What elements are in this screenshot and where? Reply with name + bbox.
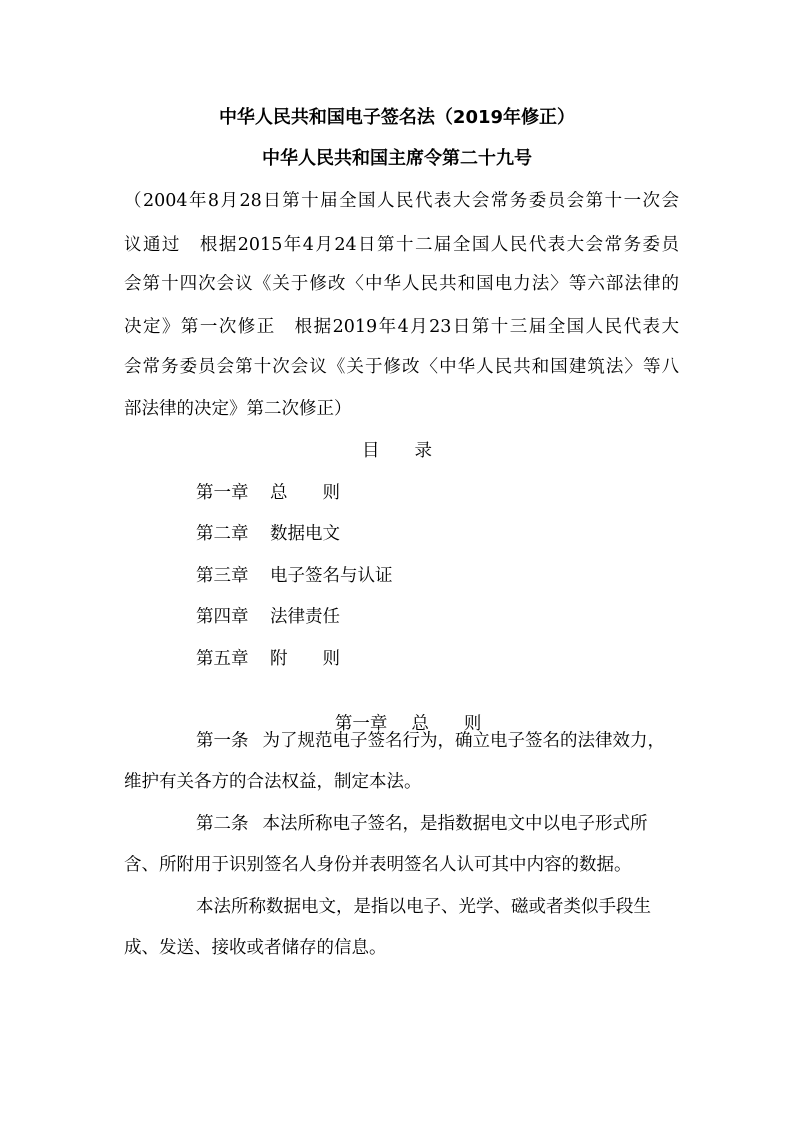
article-text: 本法所称电子签名，是指数据电文中以电子形式所: [262, 814, 648, 834]
article-label: 第一条: [196, 731, 249, 751]
toc-item-title: 总 则: [270, 483, 340, 503]
preamble-line-2: 议通过 根据2015年4月24日第十二届全国人民代表大会常务委员: [124, 235, 679, 255]
toc-item[interactable]: [196, 481, 340, 505]
paragraph-first-line: 本法所称数据电文，是指以电子、光学、磁或者类似手段生: [196, 897, 651, 917]
preamble-line-3: 会第十四次会议《关于修改〈中华人民共和国电力法〉等六部法律的: [124, 274, 679, 294]
preamble-line-6: 部法律的决定》第二次修正）: [124, 399, 352, 419]
toc-item-title: 附 则: [270, 649, 340, 669]
toc-item-number: 第一章: [196, 483, 249, 503]
toc-item-number: 第四章: [196, 607, 249, 627]
toc-item[interactable]: [196, 605, 340, 629]
paragraph-continuation: 成、发送、接收或者储存的信息。: [124, 938, 387, 958]
preamble-line-4: 决定》第一次修正 根据2019年4月23日第十三届全国人民代表大: [124, 317, 679, 337]
toc-item[interactable]: [196, 564, 393, 588]
toc-heading: 目 录: [362, 441, 432, 461]
article-2-first-line: [196, 812, 648, 836]
preamble-line-5: 会常务委员会第十次会议《关于修改〈中华人民共和国建筑法〉等八: [124, 357, 679, 377]
article-text: 为了规范电子签名行为，确立电子签名的法律效力，: [262, 731, 665, 751]
toc-item-title: 数据电文: [270, 524, 340, 544]
document-subtitle: 中华人民共和国主席令第二十九号: [262, 148, 532, 169]
document-title: 中华人民共和国电子签名法（2019年修正）: [218, 107, 576, 128]
article-1-first-line: [196, 729, 665, 753]
article-2-continuation: 含、所附用于识别签名人身份并表明签名人认可其中内容的数据。: [124, 855, 632, 875]
chapter-title: 总 则: [411, 714, 482, 734]
toc-item-title: 电子签名与认证: [270, 566, 393, 586]
toc-item[interactable]: [196, 522, 340, 546]
toc-item-title: 法律责任: [270, 607, 340, 627]
toc-item[interactable]: [196, 647, 340, 671]
toc-item-number: 第二章: [196, 524, 249, 544]
toc-item-number: 第三章: [196, 566, 249, 586]
preamble-line-1: （2004年8月28日第十届全国人民代表大会常务委员会第十一次会: [124, 191, 679, 211]
article-1-continuation: 维护有关各方的合法权益，制定本法。: [124, 772, 422, 792]
article-label: 第二条: [196, 814, 249, 834]
chapter-number: 第一章: [334, 714, 388, 734]
toc-item-number: 第五章: [196, 649, 249, 669]
